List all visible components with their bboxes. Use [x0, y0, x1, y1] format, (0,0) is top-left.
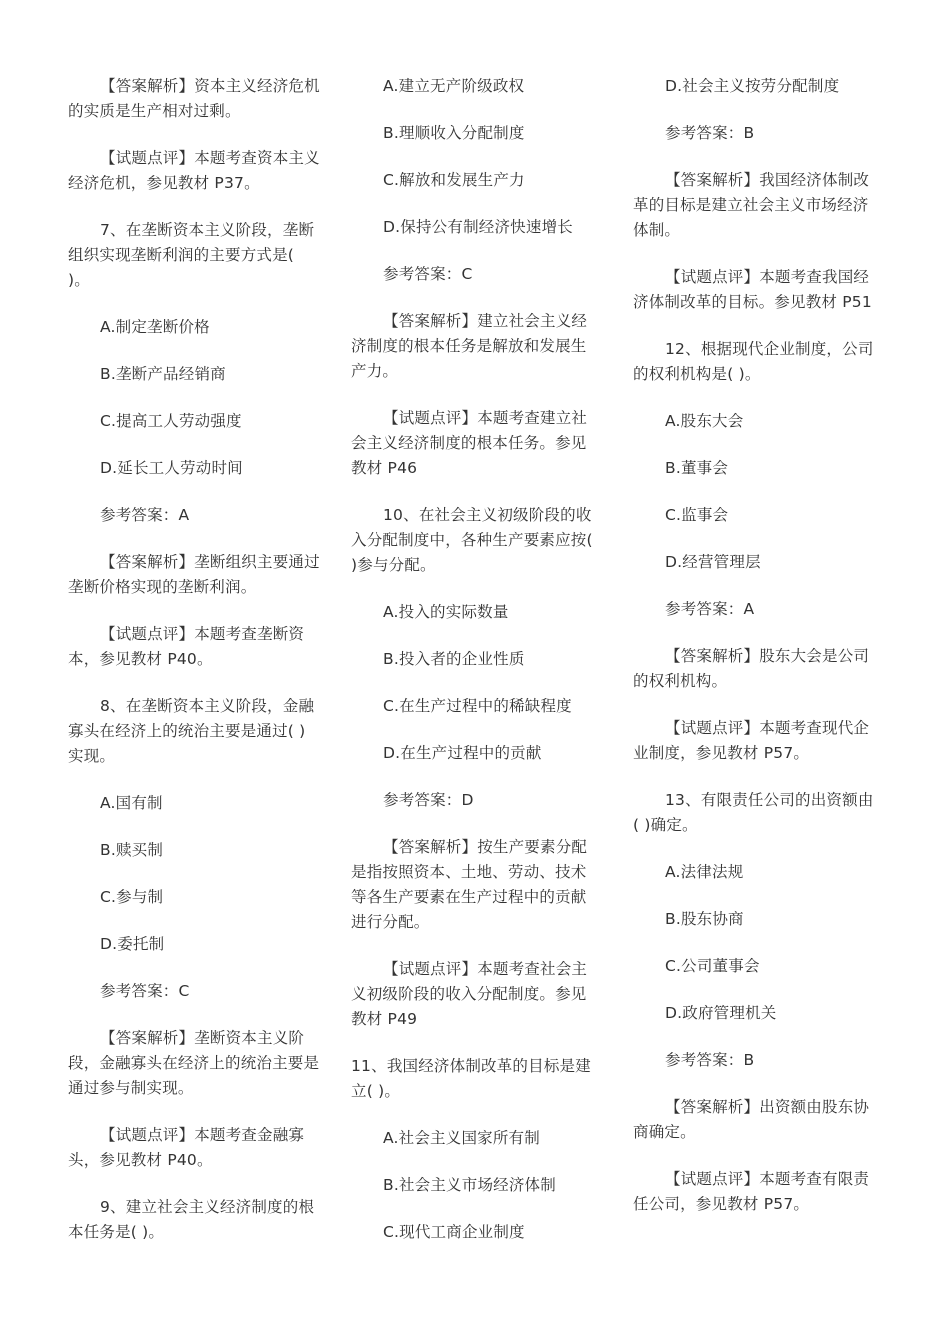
option-a: A.制定垄断价格 [100, 318, 210, 336]
answer-explanation: 【答案解析】垄断组织主要通过垄断价格实现的垄断利润。 [68, 553, 320, 596]
question-comment: 【试题点评】本题考查资本主义经济危机，参见教材 P37。 [68, 149, 320, 192]
option-a: A.国有制 [100, 794, 163, 812]
option-a: A.投入的实际数量 [383, 603, 509, 621]
question-10: 10、在社会主义初级阶段的收入分配制度中，各种生产要素应按( )参与分配。 [351, 506, 593, 574]
answer-explanation: 【答案解析】出资额由股东协商确定。 [633, 1098, 870, 1141]
reference-answer: 参考答案：C [100, 982, 190, 1000]
option-a: A.社会主义国家所有制 [383, 1129, 540, 1147]
option-d: D.政府管理机关 [665, 1004, 777, 1022]
answer-explanation: 【答案解析】我国经济体制改革的目标是建立社会主义市场经济体制。 [633, 171, 870, 239]
answer-explanation: 【答案解析】垄断资本主义阶段，金融寡头在经济上的统治主要是通过参与制实现。 [68, 1029, 320, 1097]
option-c: C.现代工商企业制度 [383, 1223, 525, 1241]
option-b: B.投入者的企业性质 [383, 650, 525, 668]
reference-answer: 参考答案：D [383, 791, 474, 809]
option-b: B.股东协商 [665, 910, 744, 928]
option-b: B.垄断产品经销商 [100, 365, 226, 383]
reference-answer: 参考答案：A [665, 600, 755, 618]
option-b: B.董事会 [665, 459, 729, 477]
question-9: 9、建立社会主义经济制度的根本任务是( )。 [68, 1198, 315, 1241]
reference-answer: 参考答案：A [100, 506, 190, 524]
reference-answer: 参考答案：B [665, 124, 755, 142]
question-13: 13、有限责任公司的出资额由( )确定。 [633, 791, 874, 834]
question-comment: 【试题点评】本题考查金融寡头，参见教材 P40。 [68, 1126, 305, 1169]
option-a: A.股东大会 [665, 412, 744, 430]
option-c: C.在生产过程中的稀缺程度 [383, 697, 572, 715]
option-d: D.社会主义按劳分配制度 [665, 77, 840, 95]
question-8: 8、在垄断资本主义阶段，金融寡头在经济上的统治主要是通过( )实现。 [68, 697, 315, 765]
option-a: A.建立无产阶级政权 [383, 77, 525, 95]
option-d: D.保持公有制经济快速增长 [383, 218, 573, 236]
option-c: C.参与制 [100, 888, 164, 906]
answer-explanation: 【答案解析】资本主义经济危机的实质是生产相对过剩。 [68, 77, 320, 120]
answer-explanation: 【答案解析】股东大会是公司的权利机构。 [633, 647, 870, 690]
question-comment: 【试题点评】本题考查有限责任公司，参见教材 P57。 [633, 1170, 870, 1213]
question-comment: 【试题点评】本题考查建立社会主义经济制度的根本任务。参见教材 P46 [351, 409, 588, 477]
option-b: B.理顺收入分配制度 [383, 124, 525, 142]
option-d: D.经营管理层 [665, 553, 761, 571]
option-b: B.赎买制 [100, 841, 164, 859]
option-c: C.解放和发展生产力 [383, 171, 525, 189]
option-c: C.提高工人劳动强度 [100, 412, 242, 430]
question-comment: 【试题点评】本题考查垄断资本，参见教材 P40。 [68, 625, 305, 668]
question-11: 11、我国经济体制改革的目标是建立( )。 [351, 1057, 591, 1100]
option-d: D.延长工人劳动时间 [100, 459, 243, 477]
question-12: 12、根据现代企业制度，公司的权利机构是( )。 [633, 340, 874, 383]
text-column-1 [68, 74, 320, 1267]
text-column-2 [351, 74, 596, 1267]
option-a: A.法律法规 [665, 863, 744, 881]
question-comment: 【试题点评】本题考查我国经济体制改革的目标。参见教材 P51 [633, 268, 872, 311]
question-comment: 【试题点评】本题考查现代企业制度，参见教材 P57。 [633, 719, 870, 762]
text-column-3 [633, 74, 878, 1239]
question-7: 7、在垄断资本主义阶段，垄断组织实现垄断利润的主要方式是( )。 [68, 221, 315, 289]
question-comment: 【试题点评】本题考查社会主义初级阶段的收入分配制度。参见教材 P49 [351, 960, 588, 1028]
option-d: D.在生产过程中的贡献 [383, 744, 542, 762]
reference-answer: 参考答案：B [665, 1051, 755, 1069]
answer-explanation: 【答案解析】建立社会主义经济制度的根本任务是解放和发展生产力。 [351, 312, 588, 380]
reference-answer: 参考答案：C [383, 265, 473, 283]
option-c: C.公司董事会 [665, 957, 760, 975]
option-b: B.社会主义市场经济体制 [383, 1176, 556, 1194]
option-c: C.监事会 [665, 506, 729, 524]
answer-explanation: 【答案解析】按生产要素分配是指按照资本、土地、劳动、技术等各生产要素在生产过程中的贡献进行分配。 [351, 838, 588, 931]
option-d: D.委托制 [100, 935, 165, 953]
